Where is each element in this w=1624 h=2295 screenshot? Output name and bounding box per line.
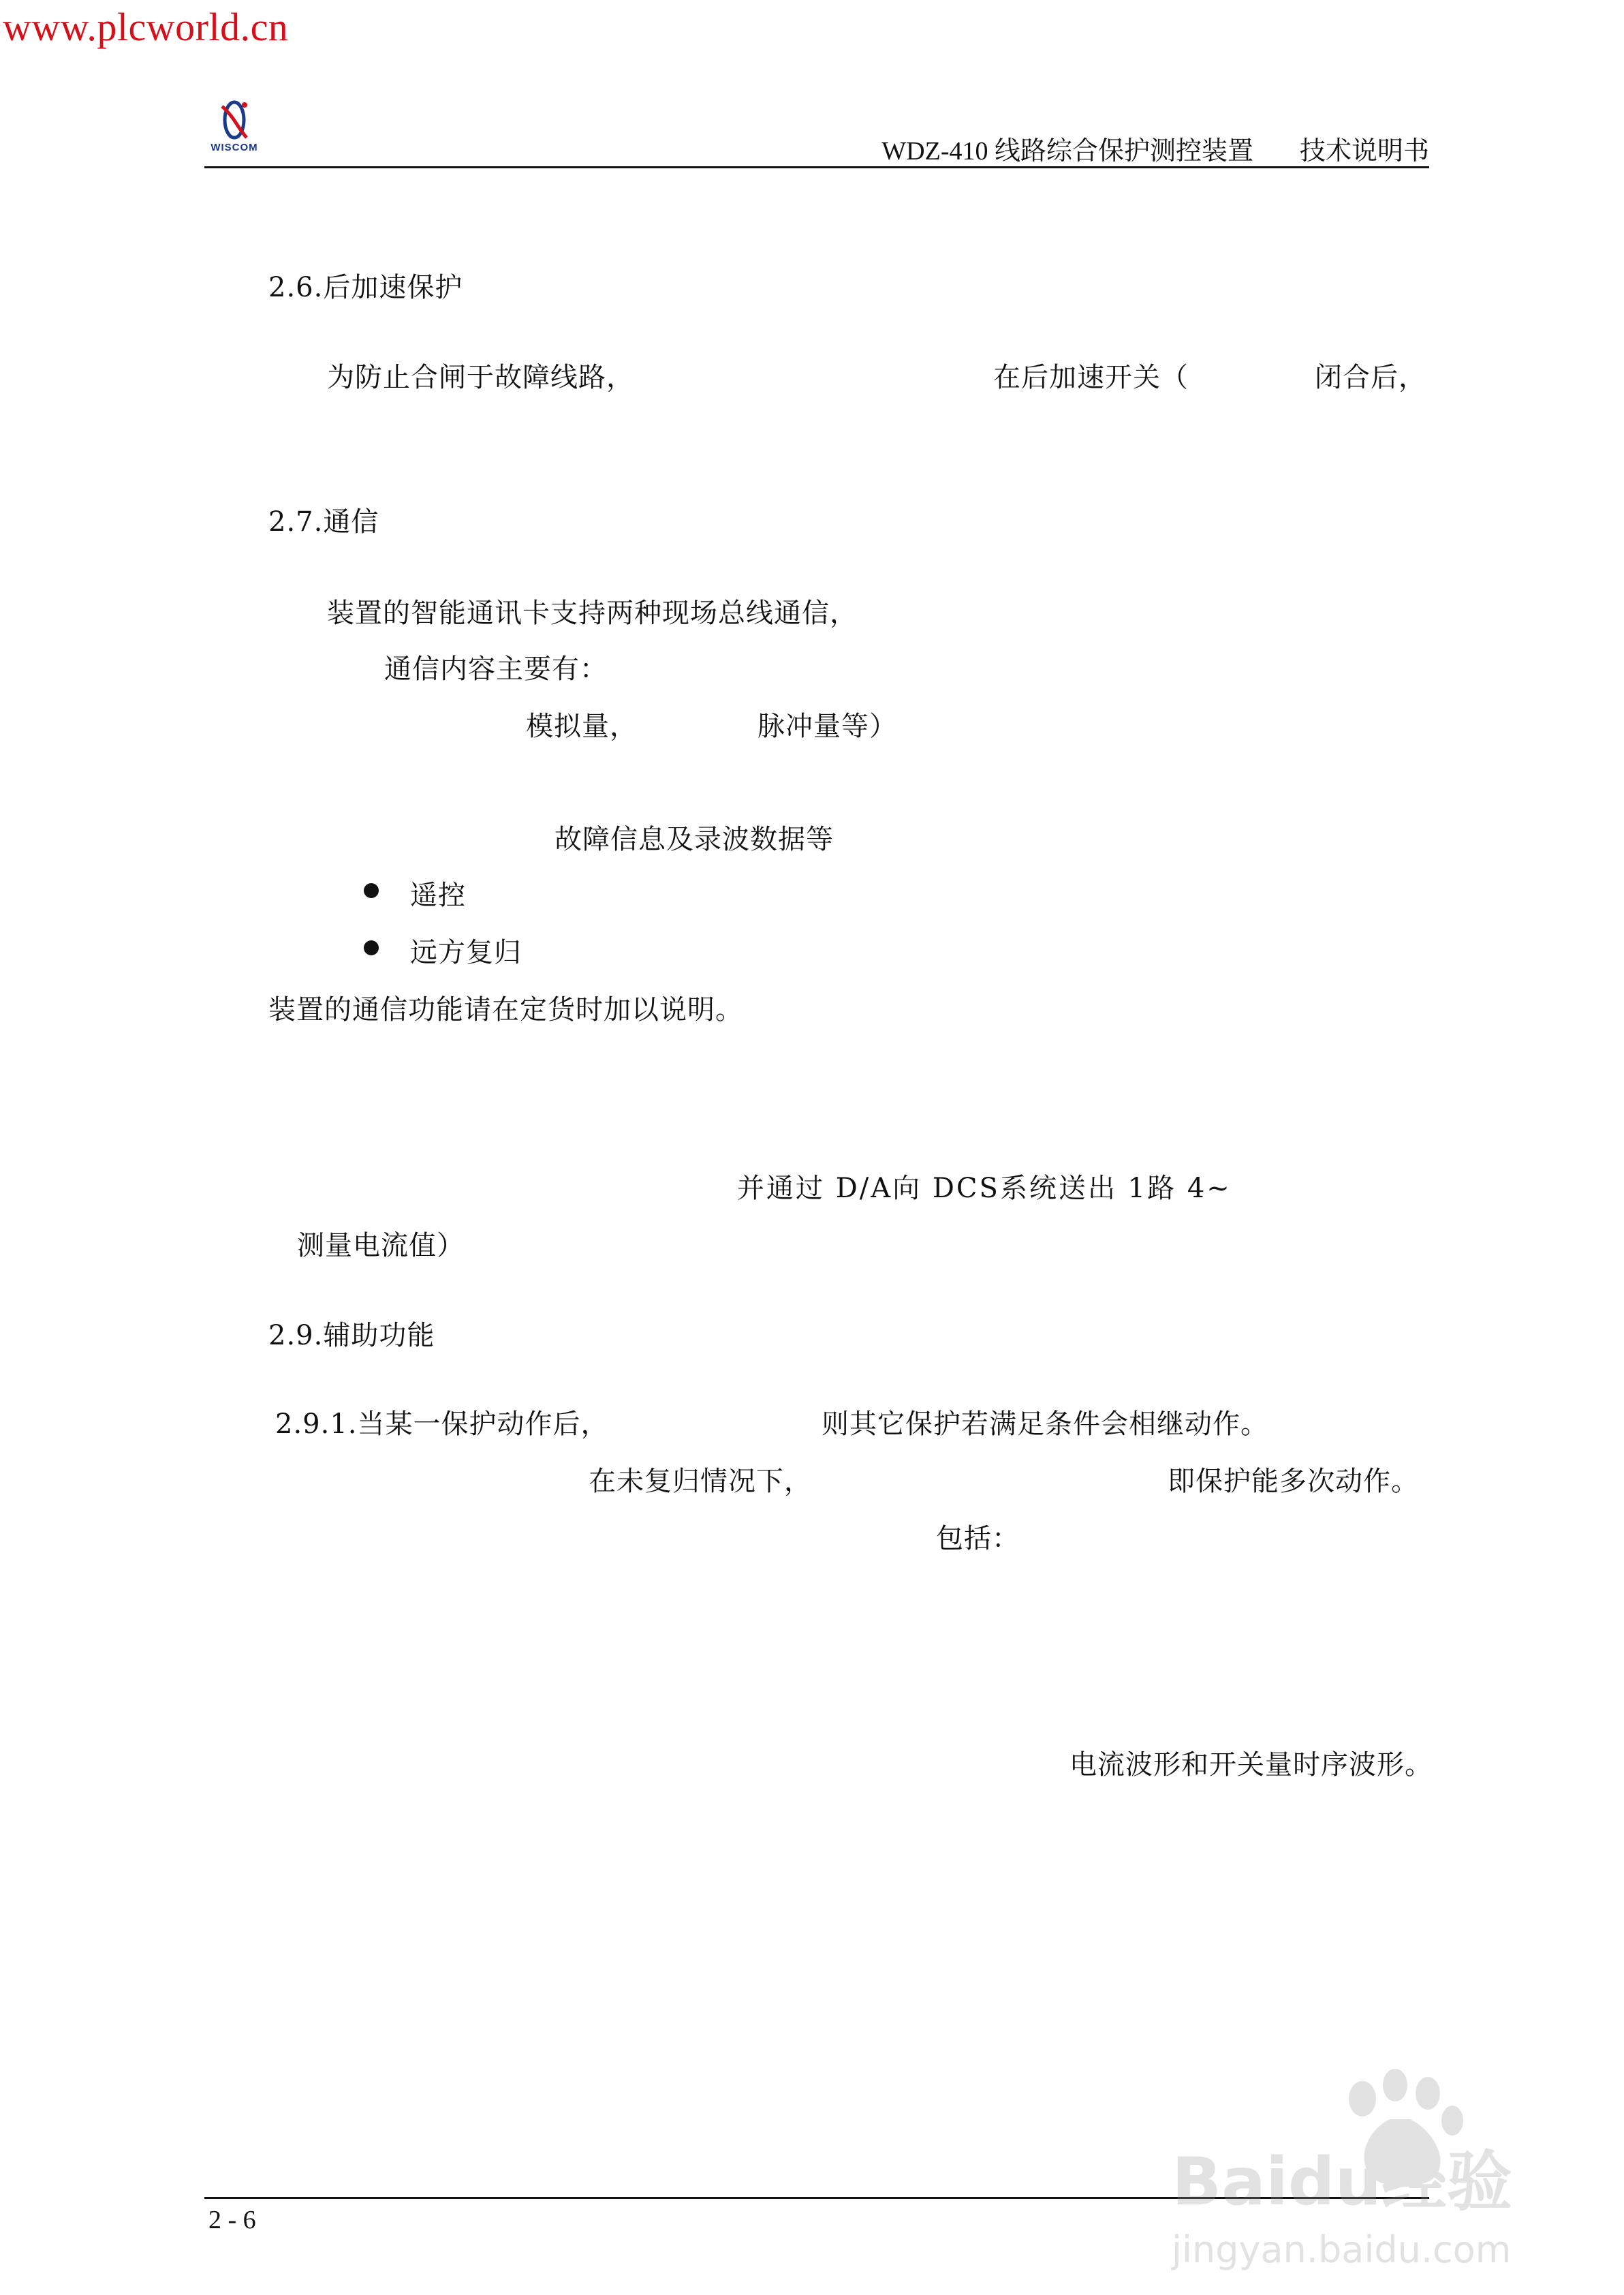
paragraph-text: 脉冲量等） bbox=[758, 711, 897, 742]
paragraph-text: 通信内容主要有： bbox=[384, 653, 608, 685]
paragraph-text: 2.9.1.当某一保护动作后， bbox=[275, 1408, 609, 1440]
watermark-url[interactable]: www.plcworld.cn bbox=[3, 5, 289, 49]
paragraph-text: 在后加速开关（ bbox=[993, 362, 1189, 393]
paragraph-text: 装置的通信功能请在定货时加以说明。 bbox=[268, 994, 743, 1026]
list-item: 遥控 bbox=[410, 880, 466, 911]
paragraph-text: 模拟量， bbox=[526, 711, 638, 742]
paragraph-text: 闭合后， bbox=[1315, 362, 1426, 393]
paragraph-text: 电流波形和开关量时序波形。 bbox=[1069, 1749, 1433, 1781]
baidu-site-text: jingyan.baidu.com bbox=[1172, 2228, 1512, 2271]
section-heading-2-6: 2.6.后加速保护 bbox=[268, 272, 463, 303]
baidu-brand-text: Baidu经验 bbox=[1172, 2144, 1512, 2220]
header-rule bbox=[204, 166, 1429, 168]
paragraph-text: 故障信息及录波数据等 bbox=[555, 824, 834, 855]
logo-text: WISCOM bbox=[210, 142, 258, 153]
header-title bbox=[881, 129, 1429, 167]
section-heading-2-7: 2.7.通信 bbox=[268, 506, 379, 538]
paragraph-text: 包括： bbox=[936, 1523, 1020, 1554]
paragraph-text: 并通过 D/A向 DCS系统送出 1路 4~ bbox=[737, 1173, 1232, 1204]
header-doc-type: 技术说明书 bbox=[1299, 137, 1429, 166]
paragraph-text: 为防止合闸于故障线路， bbox=[327, 362, 634, 393]
header-product: WDZ-410 线路综合保护测控装置 bbox=[881, 137, 1253, 166]
paragraph-text: 在未复归情况下， bbox=[589, 1466, 812, 1497]
baidu-watermark-icon bbox=[1158, 2058, 1621, 2283]
list-item: 远方复归 bbox=[410, 937, 522, 968]
paragraph-text: 测量电流值） bbox=[297, 1230, 465, 1261]
paragraph-text: 即保护能多次动作。 bbox=[1168, 1466, 1419, 1497]
paragraph-text: 则其它保护若满足条件会相继动作。 bbox=[822, 1408, 1268, 1440]
paragraph-text: 装置的智能通讯卡支持两种现场总线通信， bbox=[327, 598, 858, 629]
page-number: 2 - 6 bbox=[208, 2206, 256, 2234]
bullet-icon bbox=[364, 883, 379, 898]
section-heading-2-9: 2.9.辅助功能 bbox=[268, 1320, 435, 1351]
bullet-icon bbox=[364, 940, 379, 955]
